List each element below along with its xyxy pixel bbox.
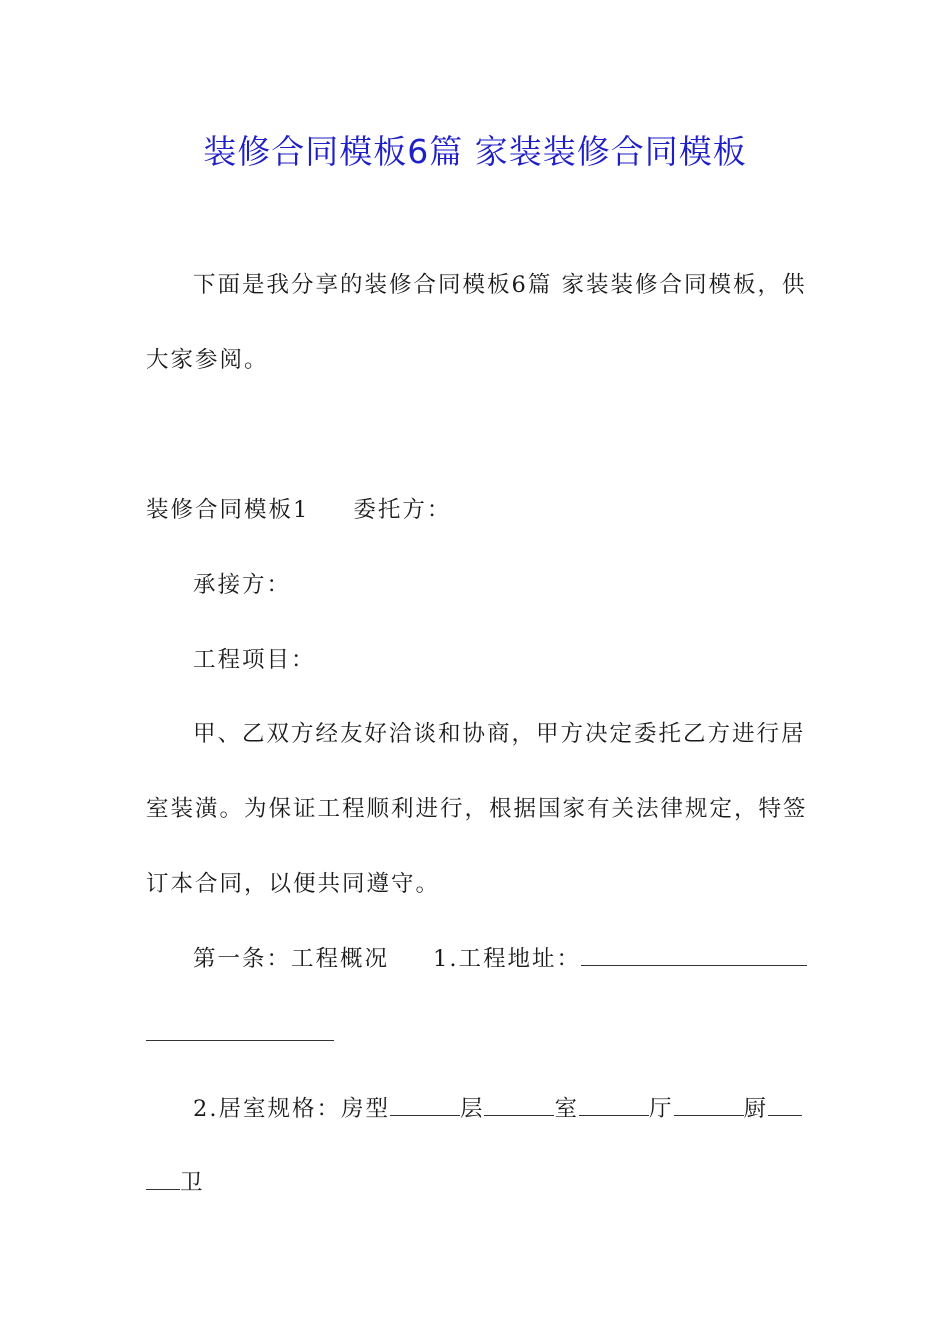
contract-heading-row: [146, 493, 451, 527]
address-blank[interactable]: [581, 943, 807, 966]
address-blank-continued[interactable]: [146, 1018, 334, 1041]
address-continuation: [146, 1017, 334, 1051]
spec-label: 2.居室规格：房型: [193, 1096, 390, 1122]
contractor-label: 承接方：: [193, 572, 292, 598]
preamble-line-3: 订本合同，以便共同遵守。: [146, 871, 441, 897]
project-label: 工程项目：: [193, 647, 316, 673]
intro-line-1: 下面是我分享的装修合同模板6篇 家装装修合同模板，供: [193, 272, 807, 298]
preamble-line-2: 室装潢。为保证工程顺利进行，根据国家有关法律规定，特签: [146, 796, 808, 822]
intro-line-2: 大家参阅。: [146, 347, 269, 373]
spec-row: [193, 1092, 802, 1126]
kitchen-blank[interactable]: [674, 1093, 744, 1116]
hall-blank[interactable]: [579, 1093, 649, 1116]
room-blank[interactable]: [484, 1093, 554, 1116]
article1-heading: 第一条：工程概况: [193, 946, 390, 972]
room-unit: 室: [554, 1096, 579, 1122]
bath-blank-continued[interactable]: [146, 1167, 180, 1190]
bath-blank[interactable]: [768, 1093, 802, 1116]
floor-unit: 层: [459, 1096, 485, 1122]
client-label: 委托方：: [353, 497, 452, 523]
preamble-line-1: 甲、乙双方经友好洽谈和协商，甲方决定委托乙方进行居: [193, 721, 806, 747]
contract-heading: 装修合同模板1: [146, 497, 310, 523]
article1-row: [193, 942, 807, 976]
kitchen-unit: 厨: [743, 1096, 769, 1122]
floor-blank[interactable]: [390, 1093, 460, 1116]
spec-continuation: [146, 1166, 205, 1200]
address-label: 1.工程地址：: [433, 946, 581, 972]
hall-unit: 厅: [649, 1096, 674, 1122]
document-title: 装修合同模板6篇 家装装修合同模板: [203, 132, 747, 171]
bath-unit: 卫: [180, 1170, 205, 1196]
